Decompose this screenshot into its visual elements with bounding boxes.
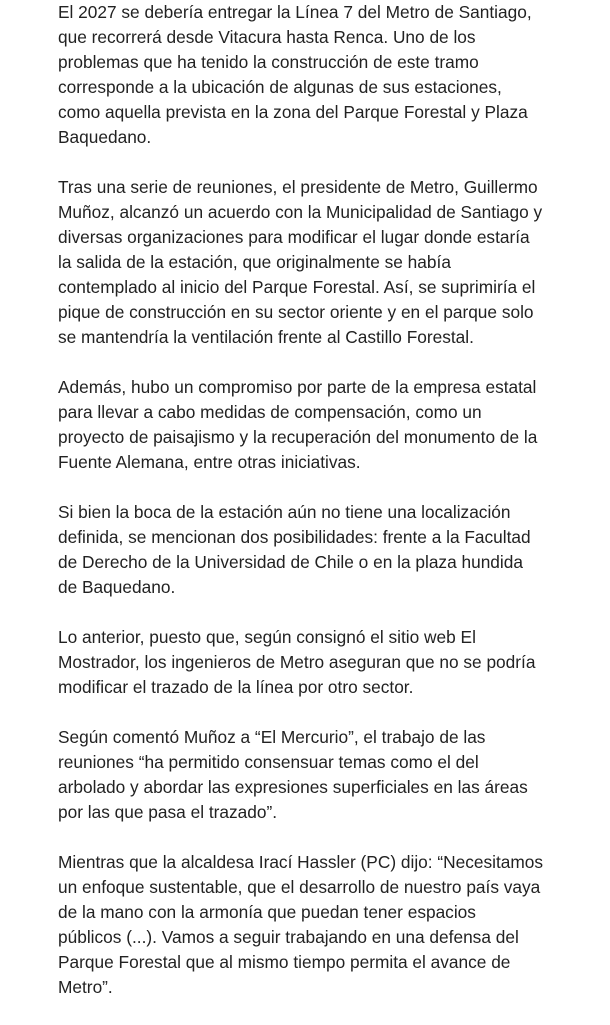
text-line: de Baquedano. <box>58 577 176 597</box>
text-line: arbolado y abordar las expresiones superficiales en las áreas <box>58 777 528 797</box>
text-line: problemas que ha tenido la construcción de este tramo <box>58 52 479 72</box>
text-line: pique de construcción en su sector oriente y en el parque solo <box>58 302 534 322</box>
text-line: Baquedano. <box>58 127 152 147</box>
text-line: un enfoque sustentable, que el desarrollo de nuestro país vaya <box>58 877 541 897</box>
text-line: Además, hubo un compromiso por parte de la empresa estatal <box>58 377 537 397</box>
text-line: proyecto de paisajismo y la recuperación del monumento de la <box>58 427 538 447</box>
text-line: diversas organizaciones para modificar el lugar donde estaría <box>58 227 530 247</box>
text-line: corresponde a la ubicación de algunas de sus estaciones, <box>58 77 502 97</box>
text-line: Mientras que la alcaldesa Irací Hassler (PC) dijo: “Necesitamos <box>58 852 544 872</box>
text-line: Según comentó Muñoz a “El Mercurio”, el trabajo de las <box>58 727 486 747</box>
text-line: Muñoz, alcanzó un acuerdo con la Municipalidad de Santiago y <box>58 202 543 222</box>
text-line: modificar el trazado de la línea por otro sector. <box>58 677 414 697</box>
text-line: definida, se mencionan dos posibilidades: frente a la Facultad <box>58 527 531 547</box>
text-line: Mostrador, los ingenieros de Metro aseguran que no se podría <box>58 652 536 672</box>
text-line: de Derecho de la Universidad de Chile o en la plaza hundida <box>58 552 523 572</box>
paragraph-6 <box>58 725 558 825</box>
text-line: Si bien la boca de la estación aún no tiene una localización <box>58 502 511 522</box>
text-line: Lo anterior, puesto que, según consignó el sitio web El <box>58 627 476 647</box>
text-line: públicos (...). Vamos a seguir trabajando en una defensa del <box>58 927 519 947</box>
text-line: para llevar a cabo medidas de compensación, como un <box>58 402 482 422</box>
paragraph-3 <box>58 375 558 475</box>
paragraph-4 <box>58 500 558 600</box>
text-line: la salida de la estación, que originalmente se había <box>58 252 451 272</box>
text-line: reuniones “ha permitido consensuar temas como el del <box>58 752 479 772</box>
text-line: de la mano con la armonía que puedan tener espacios <box>58 902 476 922</box>
text-line: Parque Forestal que al mismo tiempo permita el avance de <box>58 952 511 972</box>
text-line: Fuente Alemana, entre otras iniciativas. <box>58 452 361 472</box>
paragraph-7 <box>58 850 558 1000</box>
paragraph-1 <box>58 0 558 150</box>
text-line: El 2027 se debería entregar la Línea 7 del Metro de Santiago, <box>58 2 532 22</box>
text-line: por las que pasa el trazado”. <box>58 802 278 822</box>
article-body <box>58 0 558 1025</box>
text-line: se mantendría la ventilación frente al Castillo Forestal. <box>58 327 474 347</box>
text-line: contemplado al inicio del Parque Forestal. Así, se suprimiría el <box>58 277 536 297</box>
text-line: que recorrerá desde Vitacura hasta Renca. Uno de los <box>58 27 476 47</box>
text-line: Metro”. <box>58 977 113 997</box>
text-line: como aquella prevista en la zona del Parque Forestal y Plaza <box>58 102 528 122</box>
paragraph-2 <box>58 175 558 350</box>
paragraph-5 <box>58 625 558 700</box>
text-line: Tras una serie de reuniones, el presidente de Metro, Guillermo <box>58 177 538 197</box>
